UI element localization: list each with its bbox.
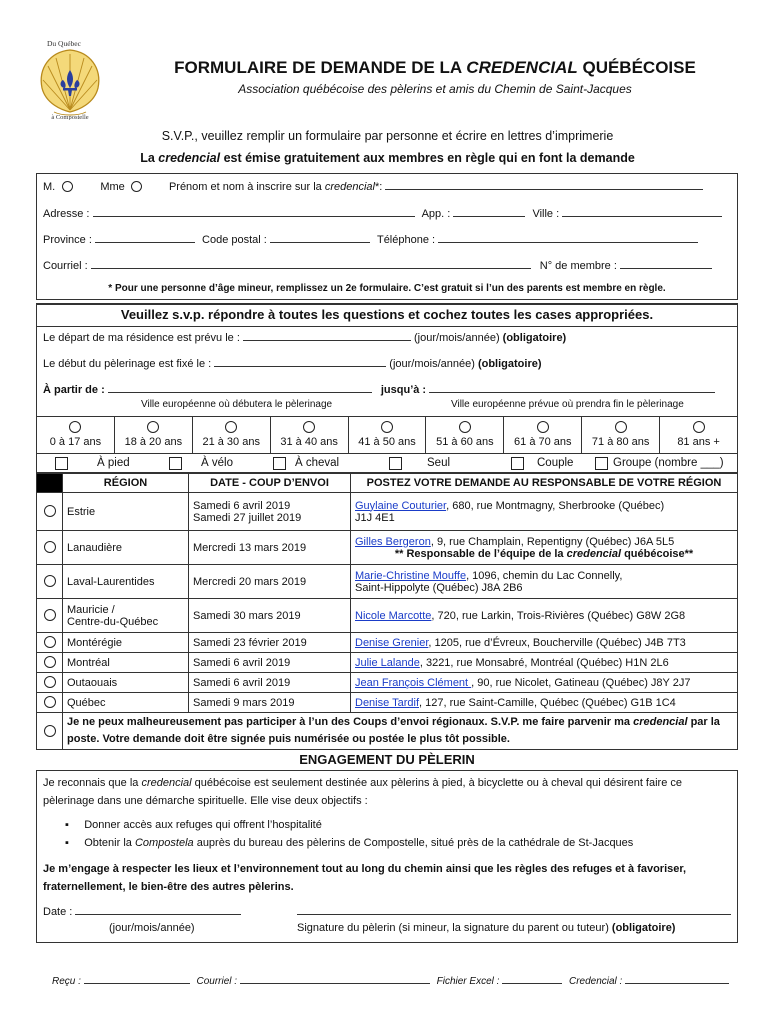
region-radio-cell xyxy=(37,531,63,565)
region-row xyxy=(37,531,738,565)
contact-name-link[interactable]: Guylaine Couturier xyxy=(355,499,447,512)
contact-header: POSTEZ VOTRE DEMANDE AU RESPONSABLE DE VOTRE RÉGION xyxy=(351,474,738,493)
region-cell xyxy=(63,673,189,693)
address-field[interactable] xyxy=(93,207,415,217)
kickoff-date: Mercredi 20 mars 2019 xyxy=(193,575,307,588)
kickoff-date: Samedi 9 mars 2019 xyxy=(193,696,295,709)
region-row xyxy=(37,673,738,693)
date-cell xyxy=(189,493,351,531)
contact-name-link[interactable]: Gilles Bergeron xyxy=(355,535,431,548)
province-label: Province : xyxy=(43,234,95,246)
contact-address: , 680, rue Montmagny, Sherbrooke (Québec) xyxy=(446,499,665,512)
contact-cell xyxy=(351,673,738,693)
date-format-hint: (jour/mois/année) xyxy=(389,358,478,370)
date-cell xyxy=(189,531,351,565)
postal-label: Code postal : xyxy=(202,234,270,246)
name-label: Prénom et nom à inscrire sur la credencial*: xyxy=(168,181,386,193)
kickoff-date: Samedi 6 avril 2019 xyxy=(193,656,291,669)
contact-address-2: Saint-Hippolyte (Québec) J8A 2B6 xyxy=(355,581,523,594)
m-radio[interactable] xyxy=(62,181,73,192)
contact-cell xyxy=(351,565,738,599)
region-table xyxy=(36,473,738,750)
age-range-label: 18 à 20 ans xyxy=(124,436,183,448)
travel-mode-checkbox[interactable] xyxy=(169,457,182,470)
region-name: Lanaudière xyxy=(67,541,123,554)
region-cell xyxy=(63,493,189,531)
mme-radio[interactable] xyxy=(131,181,142,192)
contact-name-link[interactable]: Julie Lalande xyxy=(355,656,420,669)
contact-cell xyxy=(351,653,738,673)
engagement-section xyxy=(36,770,738,943)
region-radio[interactable] xyxy=(44,541,56,553)
region-row xyxy=(37,633,738,653)
age-range-label: 81 ans + xyxy=(677,436,720,448)
kickoff-date: Samedi 6 avril 2019 xyxy=(193,676,291,689)
email-field[interactable] xyxy=(91,259,531,269)
office-use-footer: Reçu : Courriel : Fichier Excel : Credencial : xyxy=(52,974,770,987)
region-radio-cell xyxy=(37,693,63,713)
questions-section xyxy=(36,303,738,473)
date-cell xyxy=(189,633,351,653)
recu-field[interactable] xyxy=(84,974,190,984)
contact-line xyxy=(355,500,733,512)
contact-name-link[interactable]: Nicole Marcotte xyxy=(355,609,432,622)
date-label: Date : xyxy=(43,906,76,918)
engagement-title: ENGAGEMENT DU PÈLERIN xyxy=(299,752,475,767)
age-radio[interactable] xyxy=(69,421,81,433)
kickoff-date: Mercredi 13 mars 2019 xyxy=(193,541,307,554)
free-notice: La credencial est émise gratuitement aux membres en règle qui en font la demande xyxy=(140,151,635,165)
province-field[interactable] xyxy=(95,233,195,243)
date-cell xyxy=(189,673,351,693)
bullet-item: ▪ Donner accès aux refuges qui offrent l’hospitalité xyxy=(65,819,322,831)
region-cell xyxy=(63,531,189,565)
signature-date-field[interactable] xyxy=(75,905,241,915)
region-radio-cell xyxy=(37,673,63,693)
travel-mode-label: À vélo xyxy=(201,457,233,469)
signature-field[interactable] xyxy=(297,905,731,915)
travel-mode-label: À cheval xyxy=(295,457,340,469)
region-radio[interactable] xyxy=(44,609,56,621)
age-range-label: 21 à 30 ans xyxy=(202,436,260,448)
region-radio-cell xyxy=(37,599,63,633)
age-radio[interactable] xyxy=(225,421,237,433)
date-cell xyxy=(189,653,351,673)
age-range-option[interactable] xyxy=(271,417,349,453)
contact-line xyxy=(355,697,733,709)
region-cell xyxy=(63,653,189,673)
travel-mode-checkbox[interactable] xyxy=(273,457,286,470)
region-name: Estrie xyxy=(67,505,96,518)
region-name-line2: Centre-du-Québec xyxy=(67,615,159,628)
region-radio-cell xyxy=(37,493,63,531)
contact-address: , 90, rue Nicolet, Gatineau (Québec) J8Y 2J7 xyxy=(471,676,691,689)
mail-option-text: Je ne peux malheureusement pas participer à l’un des Coups d’envoi régionaux. S.V.P. me faire parvenir ma credencial par la poste. Votre demande doit être signée puis numérisée ou postée le plus tôt possible. xyxy=(63,713,738,750)
courriel-field[interactable] xyxy=(240,974,430,984)
age-range-option[interactable] xyxy=(582,417,660,453)
phone-field[interactable] xyxy=(438,233,698,243)
region-row xyxy=(37,493,738,531)
engagement-paragraph: Je reconnais que la credencial québécoise est seulement destinée aux pèlerins à pied, à bicyclette ou à cheval qui désirent faire ce pèlerinage dans une démarche spirituelle. Elle vise deux objectifs : xyxy=(43,777,683,807)
date-cell xyxy=(189,693,351,713)
app-label: App. : xyxy=(421,208,454,220)
departure-date-field[interactable] xyxy=(243,331,411,341)
travel-mode-label: Seul xyxy=(427,457,451,469)
travel-mode-label: Couple xyxy=(537,457,574,469)
team-lead-note: ** Responsable de l’équipe de la credencial québécoise** xyxy=(394,547,694,560)
app-field[interactable] xyxy=(453,207,525,217)
logo-top-text: Du Québec xyxy=(47,39,81,48)
contact-address: , 9, rue Champlain, Repentigny (Québec) J6A 5L5 xyxy=(430,535,675,548)
age-range-label: 31 à 40 ans xyxy=(280,436,338,448)
region-name: Mauricie / xyxy=(67,603,115,616)
identity-section xyxy=(36,173,738,300)
contact-line xyxy=(355,657,733,669)
travel-mode-row xyxy=(37,454,737,474)
age-range-label: 51 à 60 ans xyxy=(436,436,494,448)
form-title: FORMULAIRE DE DEMANDE DE LA CREDENCIAL QUÉBÉCOISE xyxy=(174,58,696,77)
contact-address: , 3221, rue Monsabré, Montréal (Québec) H1N 2L6 xyxy=(419,656,669,669)
mme-label: Mme xyxy=(100,181,125,193)
region-row xyxy=(37,693,738,713)
age-range-option[interactable] xyxy=(660,417,737,453)
date-hint: (jour/mois/année) xyxy=(109,922,195,934)
departure-label: Le départ de ma résidence est prévu le : xyxy=(43,332,243,344)
association-shell-logo xyxy=(34,36,106,120)
age-range-label: 0 à 17 ans xyxy=(49,436,102,448)
travel-mode-label: Groupe (nombre ___) xyxy=(613,457,724,469)
contact-name-link[interactable]: Denise Tardif xyxy=(355,696,419,709)
age-range-label: 41 à 50 ans xyxy=(358,436,416,448)
region-radio-cell xyxy=(37,713,63,750)
credencial-field[interactable] xyxy=(625,974,729,984)
instruction-text: S.V.P., veuillez remplir un formulaire par personne et écrire en lettres d’imprimerie xyxy=(161,129,614,143)
start-date-field[interactable] xyxy=(214,357,386,367)
age-radio[interactable] xyxy=(459,421,471,433)
signature-hint: Signature du pèlerin (si mineur, la signature du parent ou tuteur) (obligatoire) xyxy=(297,922,676,934)
contact-address: , 720, rue Larkin, Trois-Rivières (Québec) G8W 2G8 xyxy=(431,609,686,622)
age-radio[interactable] xyxy=(615,421,627,433)
kickoff-date-2: Samedi 27 juillet 2019 xyxy=(193,511,302,524)
region-name: Outaouais xyxy=(67,676,118,689)
to-hint: Ville européenne prévue où prendra fin le pèlerinage xyxy=(451,399,684,410)
contact-address: , 127, rue Saint-Camille, Québec (Québec) G1B 1C4 xyxy=(419,696,676,709)
contact-line xyxy=(355,677,733,689)
logo-bottom-text: à Compostelle xyxy=(51,114,89,120)
contact-name-link[interactable]: Denise Grenier xyxy=(355,636,429,649)
name-field[interactable] xyxy=(385,180,703,190)
bullet-item: ▪ Obtenir la Compostela auprès du bureau des pèlerins de Compostelle, situé près de la cathédrale de St-Jacques xyxy=(65,837,634,849)
form-subtitle: Association québécoise des pèlerins et amis du Chemin de Saint-Jacques xyxy=(238,82,632,96)
contact-cell xyxy=(351,493,738,531)
contact-name-link[interactable]: Marie-Christine Mouffe xyxy=(355,569,467,582)
kickoff-date: Samedi 23 février 2019 xyxy=(193,636,307,649)
age-radio[interactable] xyxy=(537,421,549,433)
m-label: M. xyxy=(43,181,56,193)
minor-note: * Pour une personne d’âge mineur, remplissez un 2e formulaire. C’est gratuit si l’un des parents est membre en règle. xyxy=(108,283,666,294)
age-range-option[interactable] xyxy=(504,417,582,453)
contact-line xyxy=(355,610,733,622)
date-cell xyxy=(189,565,351,599)
region-row xyxy=(37,599,738,633)
age-radio[interactable] xyxy=(147,421,159,433)
region-cell xyxy=(63,565,189,599)
travel-mode-checkbox[interactable] xyxy=(389,457,402,470)
travel-mode-checkbox[interactable] xyxy=(511,457,524,470)
age-range-option[interactable] xyxy=(193,417,271,453)
region-radio[interactable] xyxy=(44,676,56,688)
region-radio[interactable] xyxy=(44,575,56,587)
age-range-option[interactable] xyxy=(115,417,193,453)
excel-field[interactable] xyxy=(502,974,562,984)
region-radio-cell xyxy=(37,653,63,673)
contact-cell xyxy=(351,531,738,565)
contact-cell xyxy=(351,693,738,713)
contact-address: , 1096, chemin du Lac Connelly, xyxy=(466,569,623,582)
contact-line xyxy=(355,570,733,582)
required-mark: (obligatoire) xyxy=(477,358,542,370)
to-label: jusqu’à : xyxy=(380,384,430,396)
contact-cell xyxy=(351,599,738,633)
region-header: RÉGION xyxy=(63,474,189,493)
age-range-row xyxy=(37,417,737,453)
contact-name-link[interactable]: Jean François Clément xyxy=(355,676,472,689)
age-radio[interactable] xyxy=(693,421,705,433)
region-radio-cell xyxy=(37,565,63,599)
from-label: À partir de : xyxy=(43,384,108,396)
date-cell xyxy=(189,599,351,633)
questions-heading: Veuillez s.v.p. répondre à toutes les questions et cochez toutes les cases appropriées. xyxy=(120,307,654,322)
region-cell xyxy=(63,599,189,633)
age-range-label: 71 à 80 ans xyxy=(591,436,650,448)
contact-address-2: J1J 4E1 xyxy=(355,511,395,524)
region-name: Montréal xyxy=(67,656,110,669)
region-cell xyxy=(63,633,189,653)
region-radio[interactable] xyxy=(44,505,56,517)
contact-line xyxy=(355,637,733,649)
from-city-field[interactable] xyxy=(108,383,372,393)
postal-field[interactable] xyxy=(270,233,370,243)
age-range-option[interactable] xyxy=(37,417,115,453)
region-row xyxy=(37,565,738,599)
commitment-text: Je m’engage à respecter les lieux et l’environnement tout au long du chemin ainsi que les règles des refuges et à favoriser, fraternellement, le bien-être des autres pèlerins. xyxy=(43,863,687,893)
travel-mode-label: À pied xyxy=(97,457,130,469)
age-range-label: 61 à 70 ans xyxy=(514,436,572,448)
mail-radio[interactable] xyxy=(44,725,56,737)
mail-option-row xyxy=(37,713,738,750)
age-range-option[interactable] xyxy=(349,417,427,453)
region-radio[interactable] xyxy=(44,656,56,668)
to-city-field[interactable] xyxy=(429,383,715,393)
email-label: Courriel : xyxy=(43,260,91,272)
region-name: Laval-Laurentides xyxy=(67,575,155,588)
region-radio-cell xyxy=(37,633,63,653)
contact-address: , 1205, rue d’Évreux, Boucherville (Québec) J4B 7T3 xyxy=(428,636,686,649)
age-radio[interactable] xyxy=(381,421,393,433)
region-name: Montérégie xyxy=(67,636,123,649)
start-label: Le début du pèlerinage est fixé le : xyxy=(43,358,215,370)
kickoff-date: Samedi 6 avril 2019 xyxy=(193,499,291,512)
phone-label: Téléphone : xyxy=(376,234,439,246)
region-radio[interactable] xyxy=(44,636,56,648)
age-range-option[interactable] xyxy=(426,417,504,453)
contact-line xyxy=(355,536,733,548)
travel-mode-checkbox[interactable] xyxy=(595,457,608,470)
header-marker xyxy=(37,474,63,493)
kickoff-date: Samedi 30 mars 2019 xyxy=(193,609,301,622)
date-header: DATE - COUP D’ENVOI xyxy=(189,474,351,493)
region-row xyxy=(37,653,738,673)
from-hint: Ville européenne où débutera le pèlerinage xyxy=(141,399,333,410)
ville-label: Ville : xyxy=(532,208,563,220)
member-field[interactable] xyxy=(620,259,712,269)
ville-field[interactable] xyxy=(562,207,722,217)
region-cell xyxy=(63,693,189,713)
member-label: N° de membre : xyxy=(539,260,620,272)
address-label: Adresse : xyxy=(43,208,93,220)
contact-cell xyxy=(351,633,738,653)
age-radio[interactable] xyxy=(303,421,315,433)
region-name: Québec xyxy=(67,696,106,709)
required-mark: (obligatoire) xyxy=(502,332,567,344)
region-radio[interactable] xyxy=(44,696,56,708)
date-format-hint: (jour/mois/année) xyxy=(414,332,503,344)
travel-mode-checkbox[interactable] xyxy=(55,457,68,470)
